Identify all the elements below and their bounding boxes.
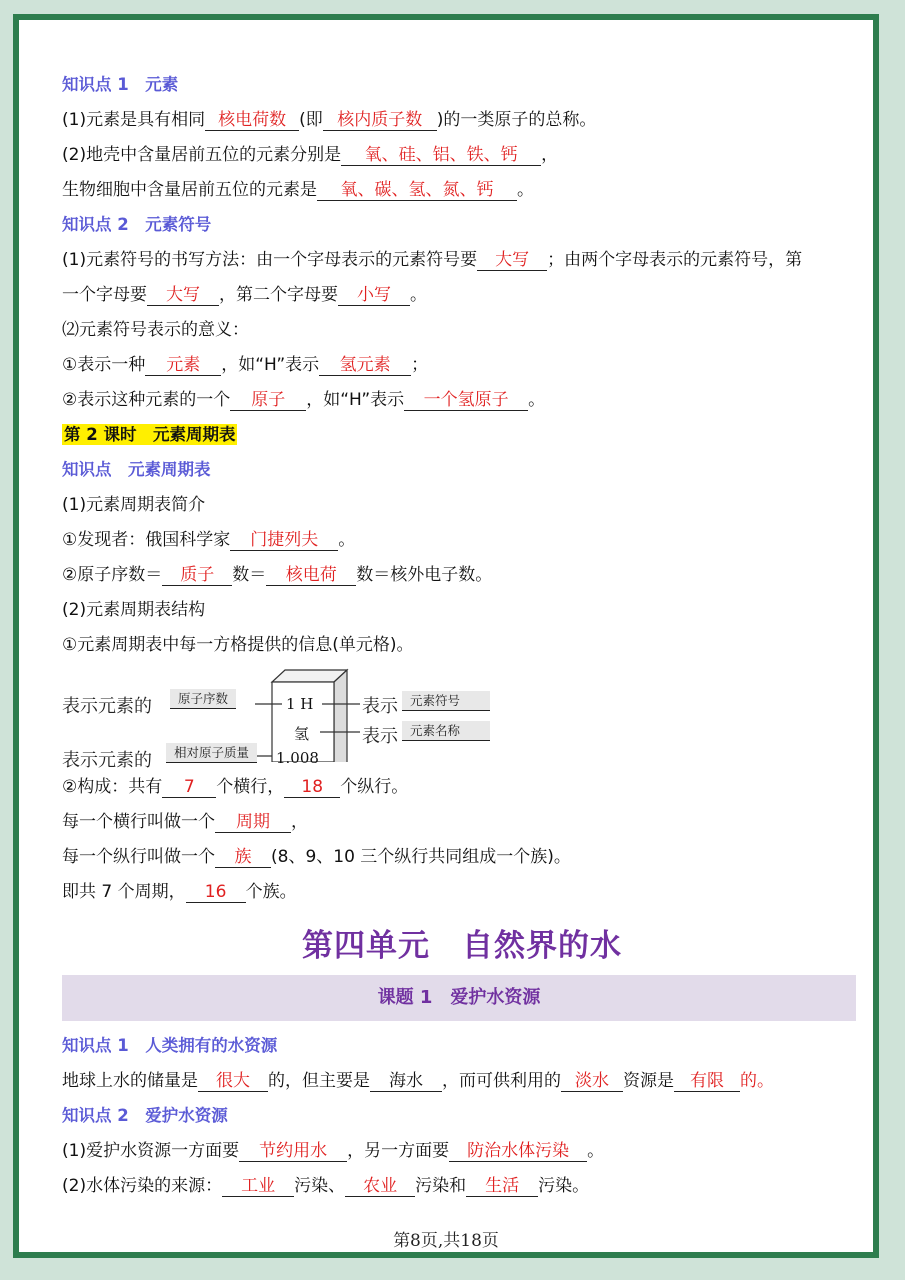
page-number-footer: 第8页,共18页 [393,1231,499,1251]
unit4-title: 第四单元 自然界的水 [302,928,622,964]
kp4-line1 [62,1070,774,1092]
kp3-line7 [62,811,308,833]
text: ，如“H”表示 [221,355,320,375]
answer-blank: 工业 [222,1176,294,1197]
answer-blank: 很大 [198,1071,268,1092]
kp4-title: 知识点 1 人类拥有的水资源 [62,1036,278,1055]
answer-blank: 氧、碳、氢、氮、钙 [317,180,517,201]
cell-side-face [334,670,347,762]
text: (1)爱护水资源一方面要 [62,1141,240,1161]
cell-mass: 1.008 [276,749,319,767]
text: 污染。 [538,1176,590,1196]
answer-blank: 16 [186,882,246,903]
text: (1)元素符号的书写方法：由一个字母表示的元素符号要 [62,250,478,270]
text: 。 [410,285,427,305]
answer-blank: 防治水体污染 [449,1141,587,1162]
text: 个族。 [245,882,297,902]
answer-blank: 质子 [162,565,232,586]
text: 每一个纵行叫做一个 [62,847,215,867]
answer-blank: 有限 [674,1071,740,1092]
answer-blank: 一个氢原子 [404,390,528,411]
answer-blank: 18 [284,777,340,798]
text: 。 [338,530,356,550]
text: ②构成：共有 [62,777,163,797]
answer-blank: 生活 [466,1176,538,1197]
kp3-line4: (2)元素周期表结构 [62,600,206,620]
answer-blank: 氢元素 [319,355,411,376]
text: 。 [587,1141,605,1161]
text: )的一类原子的总称。 [436,110,597,130]
answer-blank: 核内质子数 [323,110,437,131]
text: (2)水体污染的来源： [62,1176,223,1196]
kp3-line3 [62,564,492,586]
text: ②表示这种元素的一个 [62,390,231,410]
lesson2-heading [62,424,237,446]
text: ； [411,355,429,375]
kp1-line2 [62,144,558,166]
answer-blank: 原子 [230,390,306,411]
kp3-line8 [62,846,571,868]
kp2-line3: ⑵元素符号表示的意义： [62,320,249,340]
answer-blank: 元素 [145,355,221,376]
text: 一个字母要 [62,285,147,305]
label-right-bottom: 表示 [362,726,398,747]
text: (即 [299,110,323,130]
answer-blank: 大写 [147,285,219,306]
text: ②原子序数＝ [62,565,163,585]
kp1-line1 [62,109,596,131]
text: 个横行， [216,777,285,797]
answer-blank: 族 [215,847,271,868]
text: 。 [517,180,534,200]
text: ， [291,812,308,832]
label-right-top: 表示 [362,696,398,717]
text: 数＝核外电子数。 [356,565,493,585]
box-element-symbol: 元素符号 [402,691,490,711]
text: 地球上水的储量是 [62,1071,198,1091]
text: 数＝ [232,565,267,585]
answer-blank: 淡水 [561,1071,623,1092]
text: 污染和 [415,1176,467,1196]
text: 每一个横行叫做一个 [62,812,215,832]
answer-blank: 节约用水 [239,1141,347,1162]
answer-blank: 核电荷数 [205,110,299,131]
kp1-line3 [62,179,534,201]
label-left-top: 表示元素的 [62,696,152,717]
text: 即共 7 个周期， [62,882,186,902]
text: ；由两个字母表示的元素符号，第 [547,250,803,270]
lesson2-title: 第 2 课时 元素周期表 [64,425,236,444]
answer-blank: 农业 [345,1176,415,1197]
box-atomic-mass: 相对原子质量 [166,743,257,763]
kp3-line5: ①元素周期表中每一方格提供的信息(单元格)。 [62,635,414,655]
text: (8、9、10 三个纵行共同组成一个族)。 [271,847,571,867]
answer-blank: 周期 [215,812,291,833]
text: 生物细胞中含量居前五位的元素是 [62,180,317,200]
box-element-name: 元素名称 [402,721,490,741]
text: ①表示一种 [62,355,146,375]
text: (1)元素是具有相同 [62,110,206,130]
cell-symbol: 1 H [286,695,314,713]
lesson-bar: 课题 1 爱护水资源 [62,975,856,1021]
answer-blank: 大写 [477,250,547,271]
text: ，第二个字母要 [219,285,338,305]
kp3-title: 知识点 元素周期表 [62,460,211,479]
answer-blank: 7 [162,777,216,798]
answer-blank: 门捷列夫 [230,530,338,551]
kp3-line6 [62,776,408,798]
text: ，另一方面要 [347,1141,450,1161]
text: ，而可供利用的 [442,1071,561,1091]
text: ①发现者：俄国科学家 [62,530,231,550]
kp5-title: 知识点 2 爱护水资源 [62,1106,228,1125]
cell-name: 氢 [294,725,310,743]
text: ，如“H”表示 [306,390,405,410]
text: (2)地壳中含量居前五位的元素分别是 [62,145,342,165]
answer-blank: 小写 [338,285,410,306]
text: 的。 [740,1071,774,1091]
answer-blank: 海水 [370,1071,442,1092]
kp5-line1 [62,1140,604,1162]
kp5-line2 [62,1175,589,1197]
text: 的，但主要是 [268,1071,370,1091]
answer-blank: 氧、硅、铝、铁、钙 [341,145,541,166]
kp3-line1: (1)元素周期表简介 [62,495,206,515]
document-page [13,14,879,1258]
text: 。 [528,390,546,410]
kp2-line5 [62,389,545,411]
kp3-line9 [62,881,297,903]
kp1-title: 知识点 1 元素 [62,75,179,94]
kp2-title: 知识点 2 元素符号 [62,215,212,234]
kp2-line4 [62,354,428,376]
text: ， [541,145,559,165]
answer-blank: 核电荷 [266,565,356,586]
periodic-cell-diagram [62,652,482,771]
text: 污染、 [294,1176,346,1196]
text: 个纵行。 [340,777,409,797]
text: 资源是 [623,1071,674,1091]
kp2-line2 [62,284,427,306]
kp2-line1 [62,249,802,271]
box-atomic-number: 原子序数 [170,689,236,709]
label-left-bottom: 表示元素的 [62,750,152,771]
kp3-line2 [62,529,355,551]
